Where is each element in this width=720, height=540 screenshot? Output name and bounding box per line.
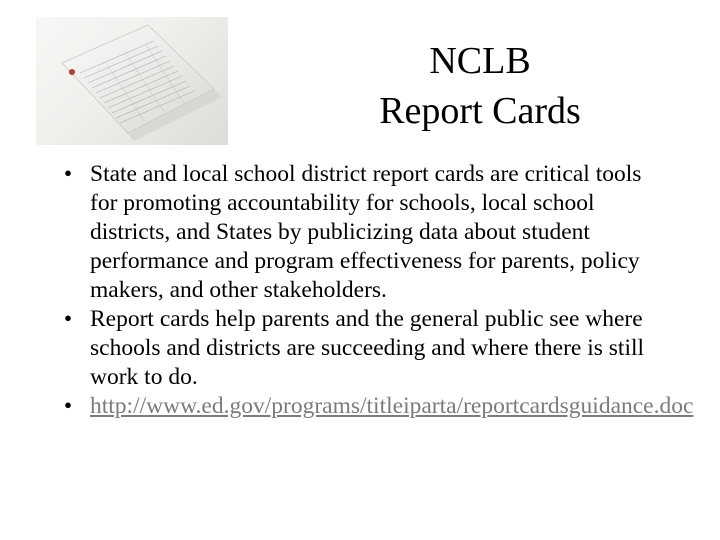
bullet-list (58, 160, 694, 421)
bullet-item (58, 392, 694, 421)
report-card-photo (36, 17, 228, 145)
slide-title (300, 36, 660, 136)
bullet-item (58, 305, 668, 392)
report-card-image (36, 17, 228, 145)
bullet-icon: • (63, 161, 73, 187)
guidance-doc-link[interactable]: http://www.ed.gov/programs/titleiparta/reportcardsguidance.doc (90, 393, 694, 419)
bullet-icon: • (63, 393, 73, 419)
bullet-text: State and local school district report cards are critical tools for promoting accountability for schools, local school districts, and States by publicizing data about student performance and program effectiveness for parents, policy makers, and other stakeholders. (90, 161, 642, 303)
bullet-item (58, 160, 668, 305)
title-line-1: NCLB (429, 40, 531, 82)
bullet-icon: • (63, 306, 73, 332)
title-line-2: Report Cards (379, 90, 581, 132)
bullet-text: Report cards help parents and the general public see where schools and districts are succeeding and where there is still work to do. (90, 306, 645, 390)
